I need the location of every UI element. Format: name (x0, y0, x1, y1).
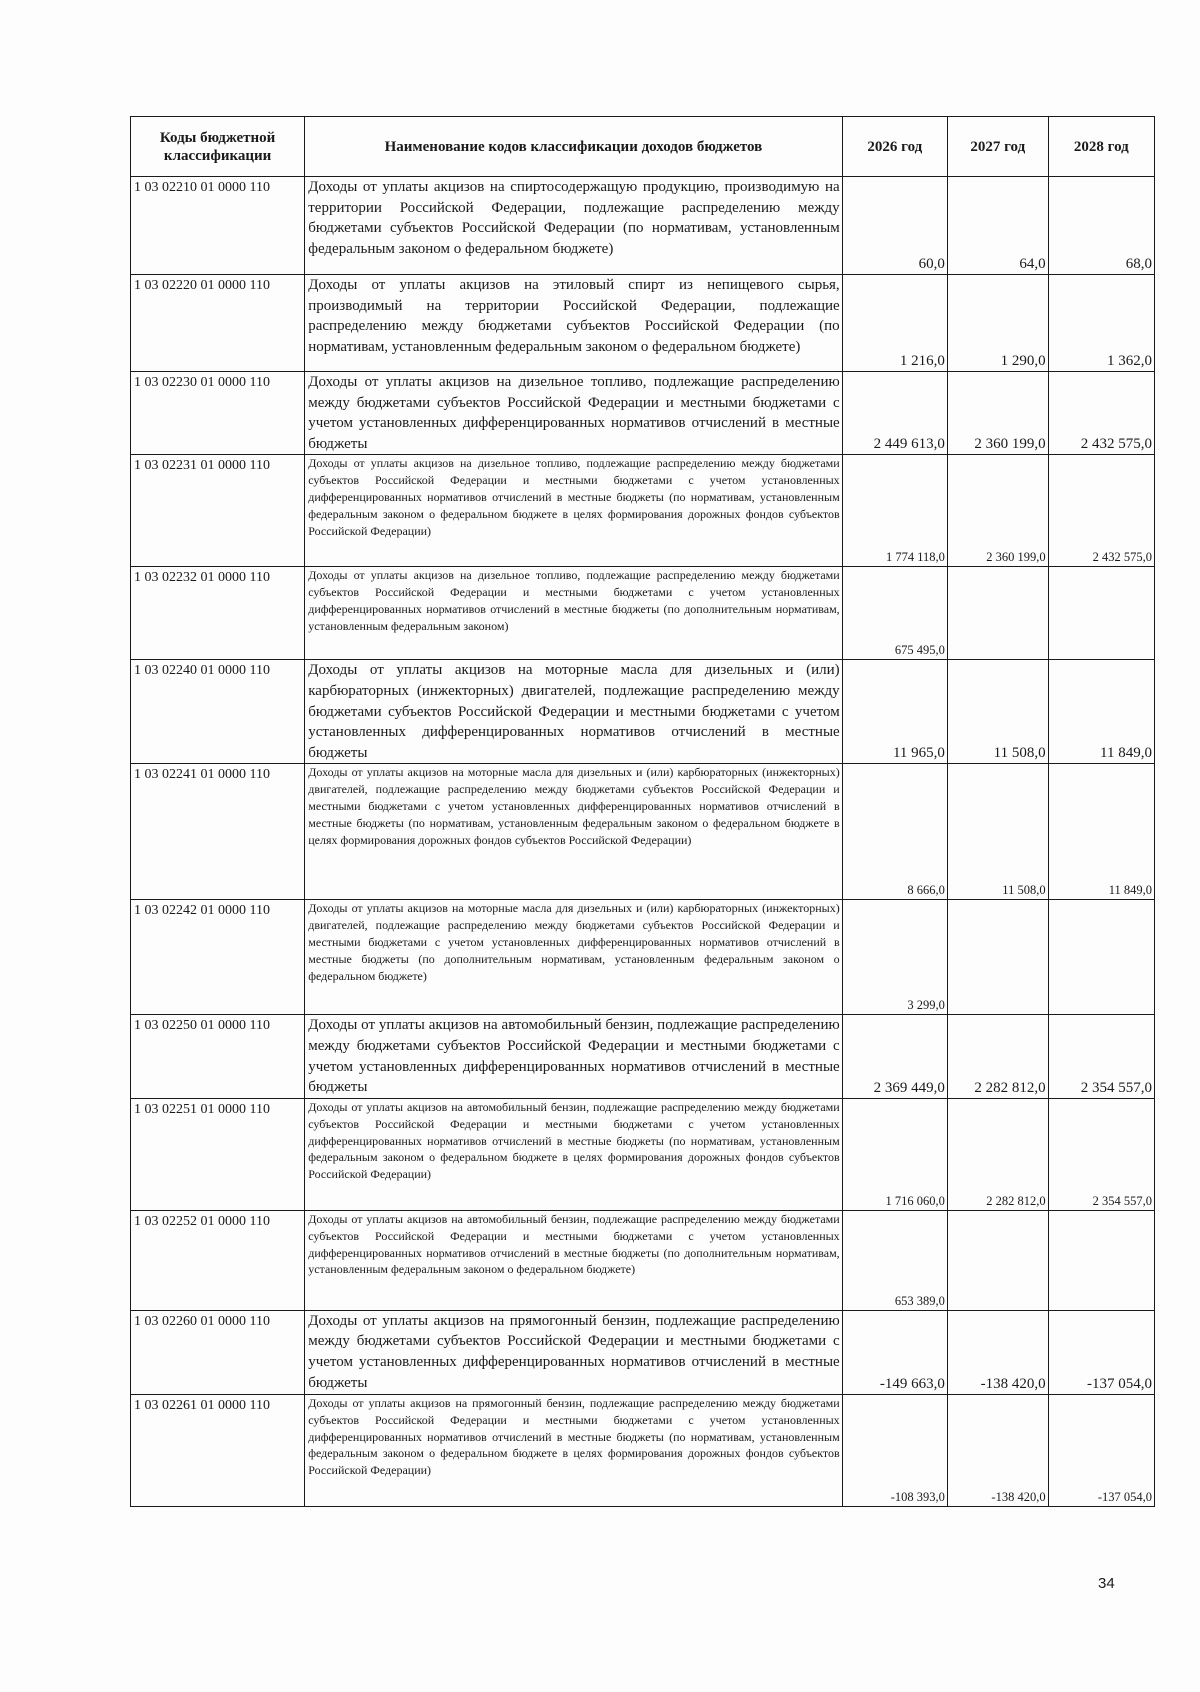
value-2028 (1048, 1210, 1154, 1310)
value-2026: 653 389,0 (842, 1210, 947, 1310)
header-2027: 2027 год (947, 117, 1048, 177)
value-2028: 1 362,0 (1048, 275, 1154, 372)
table-row (131, 177, 1155, 275)
row-code: 1 03 02252 01 0000 110 (131, 1210, 305, 1310)
value-2027: -138 420,0 (947, 1310, 1048, 1394)
row-code: 1 03 02250 01 0000 110 (131, 1015, 305, 1098)
row-code: 1 03 02231 01 0000 110 (131, 455, 305, 567)
value-2026: 2 369 449,0 (842, 1015, 947, 1098)
value-2028: 2 432 575,0 (1048, 372, 1154, 455)
value-2028: 68,0 (1048, 177, 1154, 275)
row-code: 1 03 02260 01 0000 110 (131, 1310, 305, 1394)
value-2027: 2 360 199,0 (947, 455, 1048, 567)
value-2027: 64,0 (947, 177, 1048, 275)
table-row (131, 372, 1155, 455)
value-2028 (1048, 567, 1154, 660)
header-name: Наименование кодов классификации доходов бюджетов (305, 117, 842, 177)
value-2028: 2 432 575,0 (1048, 455, 1154, 567)
row-code: 1 03 02232 01 0000 110 (131, 567, 305, 660)
table-body (131, 177, 1155, 1507)
value-2028: 11 849,0 (1048, 764, 1154, 900)
row-name: Доходы от уплаты акцизов на спиртосодержащую продукцию, производимую на территории Российской Федерации, подлежащие распределению между бюджетами субъектов Российской Федерации (по нормативам, установленным федеральным законом о федеральном бюджете) (305, 177, 842, 275)
revenue-table (130, 116, 1155, 1507)
table-row (131, 275, 1155, 372)
row-code: 1 03 02251 01 0000 110 (131, 1098, 305, 1210)
value-2026: 2 449 613,0 (842, 372, 947, 455)
value-2028: -137 054,0 (1048, 1394, 1154, 1506)
row-code: 1 03 02220 01 0000 110 (131, 275, 305, 372)
value-2027: -138 420,0 (947, 1394, 1048, 1506)
row-code: 1 03 02261 01 0000 110 (131, 1394, 305, 1506)
value-2027 (947, 900, 1048, 1015)
table-row (131, 567, 1155, 660)
row-name: Доходы от уплаты акцизов на этиловый спирт из непищевого сырья, производимый на территории Российской Федерации, подлежащие распределению между бюджетами субъектов Российской Федерации (по нормативам, установленным федеральным законом о федеральном бюджете) (305, 275, 842, 372)
value-2026: 1 716 060,0 (842, 1098, 947, 1210)
value-2028: 2 354 557,0 (1048, 1015, 1154, 1098)
header-code: Коды бюджетной классификации (131, 117, 305, 177)
value-2027: 11 508,0 (947, 764, 1048, 900)
table-row (131, 900, 1155, 1015)
table-row (131, 764, 1155, 900)
value-2027: 2 360 199,0 (947, 372, 1048, 455)
value-2027: 2 282 812,0 (947, 1015, 1048, 1098)
value-2027 (947, 1210, 1048, 1310)
row-code: 1 03 02230 01 0000 110 (131, 372, 305, 455)
row-code: 1 03 02242 01 0000 110 (131, 900, 305, 1015)
value-2027: 2 282 812,0 (947, 1098, 1048, 1210)
row-code: 1 03 02240 01 0000 110 (131, 660, 305, 764)
value-2026: 1 216,0 (842, 275, 947, 372)
value-2026: 675 495,0 (842, 567, 947, 660)
row-name: Доходы от уплаты акцизов на автомобильный бензин, подлежащие распределению между бюджетами субъектов Российской Федерации и местными бюджетами с учетом установленных дифференцированных нормативов отчислений в местные бюджеты (305, 1015, 842, 1098)
row-name: Доходы от уплаты акцизов на прямогонный бензин, подлежащие распределению между бюджетами субъектов Российской Федерации и местными бюджетами с учетом установленных дифференцированных нормативов отчислений в местные бюджеты (305, 1310, 842, 1394)
row-name: Доходы от уплаты акцизов на прямогонный бензин, подлежащие распределению между бюджетами субъектов Российской Федерации и местными бюджетами с учетом установленных дифференцированных нормативов отчислений в местные бюджеты (по нормативам, установленным федеральным законом о федеральном бюджете в целях формирования дорожных фондов субъектов Российской Федерации) (305, 1394, 842, 1506)
header-2028: 2028 год (1048, 117, 1154, 177)
row-name: Доходы от уплаты акцизов на моторные масла для дизельных и (или) карбюраторных (инжекторных) двигателей, подлежащие распределению между бюджетами субъектов Российской Федерации и местными бюджетами с учетом установленных дифференцированных нормативов отчислений в местные бюджеты (по дополнительным нормативам, установленным федеральным законом о федеральном бюджете) (305, 900, 842, 1015)
row-name: Доходы от уплаты акцизов на автомобильный бензин, подлежащие распределению между бюджетами субъектов Российской Федерации и местными бюджетами с учетом установленных дифференцированных нормативов отчислений в местные бюджеты (по нормативам, установленным федеральным законом о федеральном бюджете в целях формирования дорожных фондов субъектов Российской Федерации) (305, 1098, 842, 1210)
value-2028: 2 354 557,0 (1048, 1098, 1154, 1210)
value-2026: -108 393,0 (842, 1394, 947, 1506)
header-2026: 2026 год (842, 117, 947, 177)
table-header (131, 117, 1155, 177)
table-row (131, 455, 1155, 567)
value-2026: 11 965,0 (842, 660, 947, 764)
page-number: 34 (1098, 1575, 1115, 1592)
value-2026: 8 666,0 (842, 764, 947, 900)
row-name: Доходы от уплаты акцизов на дизельное топливо, подлежащие распределению между бюджетами субъектов Российской Федерации и местными бюджетами с учетом установленных дифференцированных нормативов отчислений в местные бюджеты (по нормативам, установленным федеральным законом о федеральном бюджете в целях формирования дорожных фондов субъектов Российской Федерации) (305, 455, 842, 567)
table-row (131, 1310, 1155, 1394)
table-row (131, 1394, 1155, 1506)
table-row (131, 1098, 1155, 1210)
table-row (131, 1015, 1155, 1098)
row-code: 1 03 02210 01 0000 110 (131, 177, 305, 275)
value-2028 (1048, 900, 1154, 1015)
table-row (131, 660, 1155, 764)
value-2027 (947, 567, 1048, 660)
value-2027: 11 508,0 (947, 660, 1048, 764)
row-name: Доходы от уплаты акцизов на дизельное топливо, подлежащие распределению между бюджетами субъектов Российской Федерации и местными бюджетами с учетом установленных дифференцированных нормативов отчислений в местные бюджеты (по дополнительным нормативам, установленным федеральным законом) (305, 567, 842, 660)
table-row (131, 1210, 1155, 1310)
value-2026: 1 774 118,0 (842, 455, 947, 567)
row-name: Доходы от уплаты акцизов на дизельное топливо, подлежащие распределению между бюджетами субъектов Российской Федерации и местными бюджетами с учетом установленных дифференцированных нормативов отчислений в местные бюджеты (305, 372, 842, 455)
value-2026: 60,0 (842, 177, 947, 275)
value-2026: -149 663,0 (842, 1310, 947, 1394)
row-code: 1 03 02241 01 0000 110 (131, 764, 305, 900)
value-2028: -137 054,0 (1048, 1310, 1154, 1394)
value-2026: 3 299,0 (842, 900, 947, 1015)
value-2027: 1 290,0 (947, 275, 1048, 372)
header-row (131, 117, 1155, 177)
row-name: Доходы от уплаты акцизов на моторные масла для дизельных и (или) карбюраторных (инжекторных) двигателей, подлежащие распределению между бюджетами субъектов Российской Федерации и местными бюджетами с учетом установленных дифференцированных нормативов отчислений в местные бюджеты (по нормативам, установленным федеральным законом о федеральном бюджете в целях формирования дорожных фондов субъектов Российской Федерации) (305, 764, 842, 900)
value-2028: 11 849,0 (1048, 660, 1154, 764)
row-name: Доходы от уплаты акцизов на моторные масла для дизельных и (или) карбюраторных (инжекторных) двигателей, подлежащие распределению между бюджетами субъектов Российской Федерации и местными бюджетами с учетом установленных дифференцированных нормативов отчислений в местные бюджеты (305, 660, 842, 764)
row-name: Доходы от уплаты акцизов на автомобильный бензин, подлежащие распределению между бюджетами субъектов Российской Федерации и местными бюджетами с учетом установленных дифференцированных нормативов отчислений в местные бюджеты (по дополнительным нормативам, установленным федеральным законом о федеральном бюджете) (305, 1210, 842, 1310)
